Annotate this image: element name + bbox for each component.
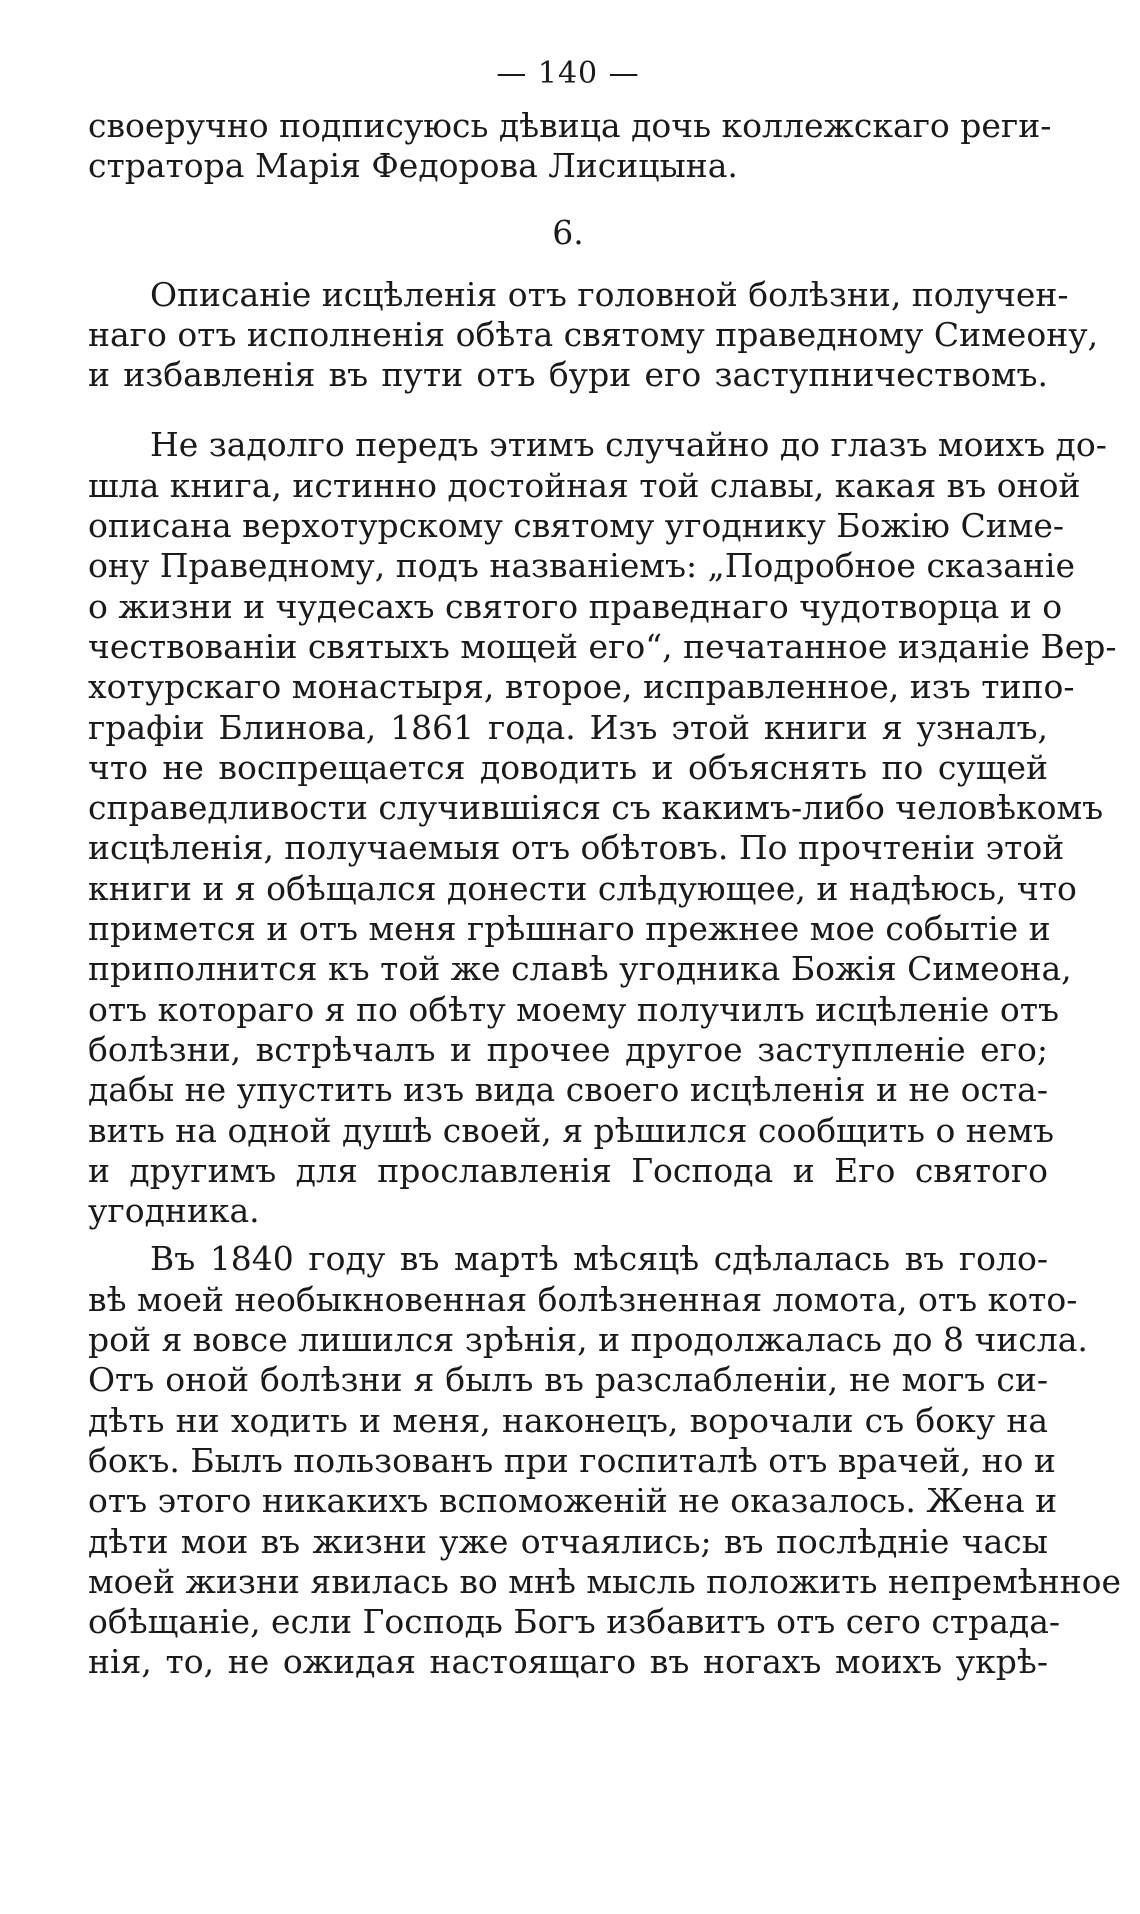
text-line: примется и отъ меня грѣшнаго прежнее мое событіе и [88,909,1051,949]
text-line: книги и я обѣщался донести слѣдующее, и надѣюсь, что [88,868,1077,908]
text-line: отъ этого никакихъ вспоможеній не оказалось. Жена и [88,1481,1058,1521]
text-line: своеручно подписуюсь дѣвица дочь коллежскаго реги- [88,106,1052,145]
text-line: Въ 1840 году въ мартѣ мѣсяцѣ сдѣлалась въ голо- [150,1239,1048,1279]
text-line: отъ котораго я по обѣту моему получилъ исцѣленіе отъ [88,989,1060,1029]
section-title [88,274,1099,396]
text-line: чествованіи святыхъ мощей его“, печатанное изданіе Вер- [88,626,1117,666]
text-line: шла книга, истинно достойная той славы, какая въ оной [88,465,1081,505]
text-line: вить на одной душѣ своей, я рѣшился сообщить о немъ [88,1110,1054,1150]
text-line: исцѣленія, получаемыя отъ обѣтовъ. По прочтеніи этой [88,828,1065,868]
text-line: хотурскаго монастыря, второе, исправленное, изъ типо- [88,667,1075,707]
text-line: графіи Блинова, 1861 года. Изъ этой книги я узналъ, [88,707,1048,747]
text-line: дѣть ни ходить и меня, наконецъ, ворочали съ боку на [88,1400,1048,1440]
paragraph-2 [88,1239,1122,1682]
text-line: приполнится къ той же славѣ угодника Божія Симеона, [88,949,1072,989]
page-number: — 140 — [496,56,640,91]
text-line: Отъ оной болѣзни я былъ въ разслабленіи, не могъ си- [88,1360,1048,1400]
text-line: и другимъ для прославленія Господа и Его святого [88,1150,1048,1190]
opening-text [88,106,1052,187]
text-line: стратора Марія Федорова Лисицына. [88,146,738,186]
text-line: угодника. [88,1191,260,1231]
text-line: справедливости случившiяся съ какимъ-либо человѣкомъ [88,788,1104,828]
text-line: рой я вовсе лишился зрѣнія, и продолжалась до 8 числа. [88,1320,1088,1360]
text-line: описана верхотурскому святому угоднику Божію Симе- [88,506,1065,546]
text-line: болѣзни, встрѣчалъ и прочее другое заступленіе его; [88,1029,1048,1069]
text-line: нія, то, не ожидая настоящаго въ ногахъ моихъ укрѣ- [88,1642,1048,1682]
section-number: 6. [552,212,584,252]
title-line: наго отъ исполненія обѣта святому праведному Симеону, [88,314,1099,354]
text-line: дабы не упустить изъ вида своего исцѣленія и не оста- [88,1070,1048,1110]
text-line: что не воспрещается доводить и объяснять по сущей [88,747,1048,787]
book-page [88,54,1122,1683]
title-line: и избавленія въ пути отъ бури его заступничествомъ. [88,355,1048,395]
text-line: моей жизни явилась во мнѣ мысль положить непремѣнное [88,1561,1122,1601]
text-line: о жизни и чудесахъ святого праведнаго чудотворца и о [88,586,1063,626]
text-line: бокъ. Былъ пользованъ при госпиталѣ отъ врачей, но и [88,1440,1056,1480]
paragraph-1 [88,425,1117,1231]
text-line: вѣ моей необыкновенная болѣзненная ломота, отъ кото- [88,1279,1078,1319]
title-line: Описаніе исцѣленія отъ головной болѣзни, получен- [150,274,1069,314]
text-line: обѣщаніе, если Господь Богъ избавитъ отъ сего страда- [88,1602,1061,1642]
text-line: Не задолго передъ этимъ случайно до глазъ моихъ до- [150,425,1107,465]
text-line: ону Праведному, подъ названіемъ: „Подробное сказаніе [88,546,1075,586]
text-line: дѣти мои въ жизни уже отчаялись; въ послѣдніе часы [88,1521,1048,1561]
